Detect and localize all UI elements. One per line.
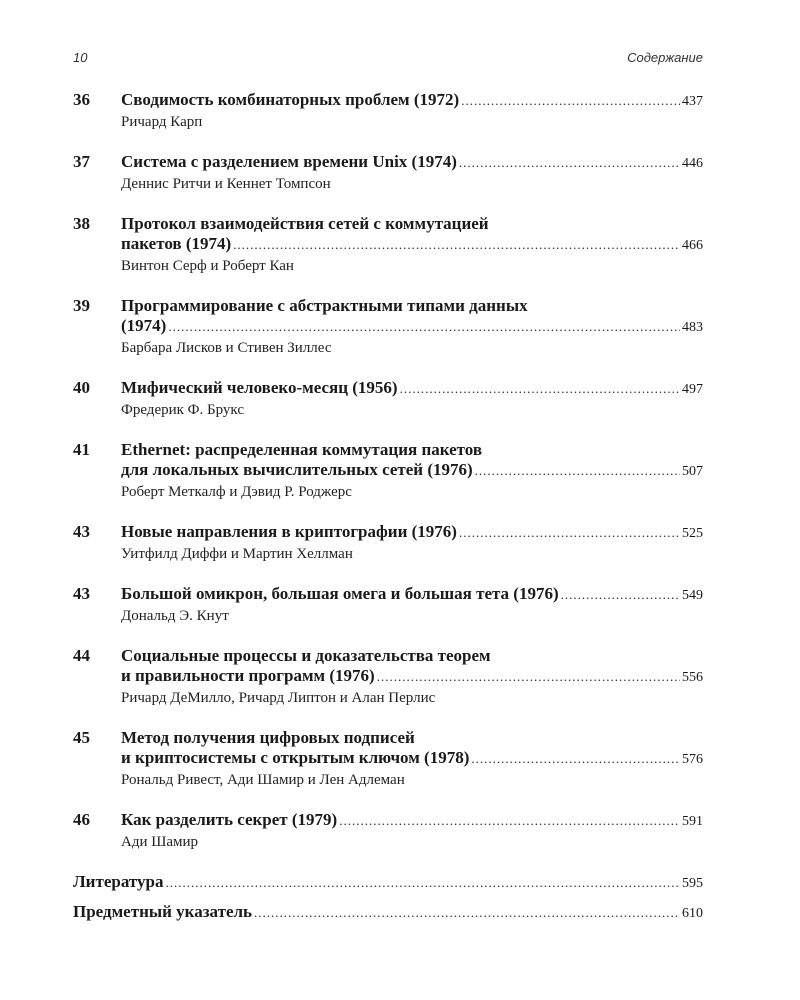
toc-entry-body xyxy=(121,728,703,790)
chapter-number: 45 xyxy=(73,728,90,747)
chapter-number: 39 xyxy=(73,296,90,315)
chapter-page-number: 466 xyxy=(682,238,703,253)
chapter-title-text: Метод получения цифровых подписей xyxy=(121,728,415,747)
chapter-title-text: для локальных вычислительных сетей (1976) xyxy=(121,460,473,479)
chapter-page-number: 507 xyxy=(682,464,703,479)
chapter-number: 41 xyxy=(73,440,90,459)
chapter-title-line xyxy=(121,522,703,544)
back-matter-title: Литература xyxy=(73,872,164,891)
chapter-authors: Роберт Меткалф и Дэвид Р. Роджерс xyxy=(121,484,352,500)
chapter-authors: Уитфилд Диффи и Мартин Хеллман xyxy=(121,546,353,562)
back-matter-entry[interactable] xyxy=(73,872,703,894)
chapter-title-line xyxy=(121,728,703,748)
chapter-title-line xyxy=(121,152,703,174)
chapter-title-line xyxy=(121,584,703,606)
toc-entry[interactable] xyxy=(73,646,703,708)
book-page xyxy=(73,0,703,932)
dot-leader xyxy=(254,903,680,923)
toc-entry[interactable] xyxy=(73,584,703,626)
toc-entry[interactable] xyxy=(73,90,703,132)
chapter-number: 40 xyxy=(73,378,90,397)
chapter-authors: Фредерик Ф. Брукс xyxy=(121,402,245,418)
dot-leader xyxy=(165,873,680,893)
chapter-title-text: Социальные процессы и доказательства теорем xyxy=(121,646,491,665)
dot-leader xyxy=(339,811,680,831)
chapter-title-text: Ethernet: распределенная коммутация пакетов xyxy=(121,440,483,459)
chapter-title-line xyxy=(121,296,703,316)
chapter-title-line xyxy=(121,646,703,666)
toc-entry-body xyxy=(121,522,703,564)
toc-entry-body xyxy=(121,152,703,194)
toc-entry[interactable] xyxy=(73,152,703,194)
chapter-number: 38 xyxy=(73,214,90,233)
toc-entry[interactable] xyxy=(73,522,703,564)
chapter-authors: Винтон Серф и Роберт Кан xyxy=(121,258,294,274)
toc-entry-body xyxy=(121,90,703,132)
chapter-title-line xyxy=(121,440,703,460)
running-head xyxy=(73,50,703,70)
toc-entry-body xyxy=(121,440,703,502)
page-number: 10 xyxy=(73,50,88,65)
dot-leader xyxy=(561,585,680,605)
dot-leader xyxy=(459,523,680,543)
chapter-title-line xyxy=(121,214,703,234)
toc-entry-body xyxy=(121,646,703,708)
chapter-title-line xyxy=(121,748,703,770)
toc-entry[interactable] xyxy=(73,810,703,852)
chapter-title-text: Большой омикрон, большая омега и большая тета (1976) xyxy=(121,584,559,603)
back-matter-title: Предметный указатель xyxy=(73,902,253,921)
toc-entry[interactable] xyxy=(73,214,703,276)
chapter-authors: Деннис Ритчи и Кеннет Томпсон xyxy=(121,176,331,192)
dot-leader xyxy=(471,749,680,769)
chapter-title-text: (1974) xyxy=(121,316,167,335)
toc-entry[interactable] xyxy=(73,296,703,358)
chapter-title-line xyxy=(121,234,703,256)
dot-leader xyxy=(400,379,680,399)
chapter-title-line xyxy=(121,316,703,338)
toc-entry-body xyxy=(121,296,703,358)
chapter-number: 44 xyxy=(73,646,90,665)
back-matter-entry[interactable] xyxy=(73,902,703,924)
chapter-page-number: 556 xyxy=(682,670,703,685)
table-of-contents xyxy=(73,90,703,924)
chapter-number: 36 xyxy=(73,90,90,109)
back-matter-page-number: 610 xyxy=(682,906,703,921)
chapter-page-number: 525 xyxy=(682,526,703,541)
chapter-title-line xyxy=(121,810,703,832)
chapter-page-number: 576 xyxy=(682,752,703,767)
chapter-page-number: 437 xyxy=(682,94,703,109)
chapter-number: 46 xyxy=(73,810,90,829)
chapter-authors: Рональд Ривест, Ади Шамир и Лен Адлеман xyxy=(121,772,405,788)
toc-entry-body xyxy=(121,378,703,420)
chapter-number: 43 xyxy=(73,522,90,541)
chapter-authors: Дональд Э. Кнут xyxy=(121,608,229,624)
toc-entry[interactable] xyxy=(73,728,703,790)
chapter-title-text: Сводимость комбинаторных проблем (1972) xyxy=(121,90,460,109)
chapter-title-text: Новые направления в криптографии (1976) xyxy=(121,522,457,541)
chapter-page-number: 549 xyxy=(682,588,703,603)
back-matter-page-number: 595 xyxy=(682,876,703,891)
dot-leader xyxy=(461,91,680,111)
chapter-title-text: и криптосистемы с открытым ключом (1978) xyxy=(121,748,470,767)
dot-leader xyxy=(233,235,680,255)
toc-entry-body xyxy=(121,810,703,852)
toc-entry[interactable] xyxy=(73,440,703,502)
back-matter xyxy=(73,872,703,924)
toc-entry-body xyxy=(121,584,703,626)
toc-entry-body xyxy=(121,214,703,276)
chapter-title-line xyxy=(121,90,703,112)
chapter-title-text: Система с разделением времени Unix (1974) xyxy=(121,152,457,171)
chapter-page-number: 591 xyxy=(682,814,703,829)
chapter-page-number: 497 xyxy=(682,382,703,397)
chapter-title-line xyxy=(121,460,703,482)
section-title: Содержание xyxy=(627,50,703,65)
dot-leader xyxy=(377,667,680,687)
chapter-page-number: 446 xyxy=(682,156,703,171)
chapter-authors: Ади Шамир xyxy=(121,834,199,850)
chapter-title-text: Программирование с абстрактными типами данных xyxy=(121,296,528,315)
chapter-authors: Барбара Лисков и Стивен Зиллес xyxy=(121,340,332,356)
chapter-title-text: Мифический человеко-месяц (1956) xyxy=(121,378,398,397)
chapter-title-text: и правильности программ (1976) xyxy=(121,666,375,685)
chapter-title-text: Как разделить секрет (1979) xyxy=(121,810,338,829)
chapter-title-text: Протокол взаимодействия сетей с коммутацией xyxy=(121,214,489,233)
toc-entry[interactable] xyxy=(73,378,703,420)
chapter-title-line xyxy=(121,378,703,400)
chapter-number: 37 xyxy=(73,152,90,171)
chapter-title-line xyxy=(121,666,703,688)
dot-leader xyxy=(168,317,680,337)
chapter-page-number: 483 xyxy=(682,320,703,335)
chapter-number: 43 xyxy=(73,584,90,603)
chapter-authors: Ричард ДеМилло, Ричард Липтон и Алан Перлис xyxy=(121,690,436,706)
dot-leader xyxy=(475,461,680,481)
chapter-authors: Ричард Карп xyxy=(121,114,203,130)
dot-leader xyxy=(459,153,680,173)
chapter-title-text: пакетов (1974) xyxy=(121,234,232,253)
